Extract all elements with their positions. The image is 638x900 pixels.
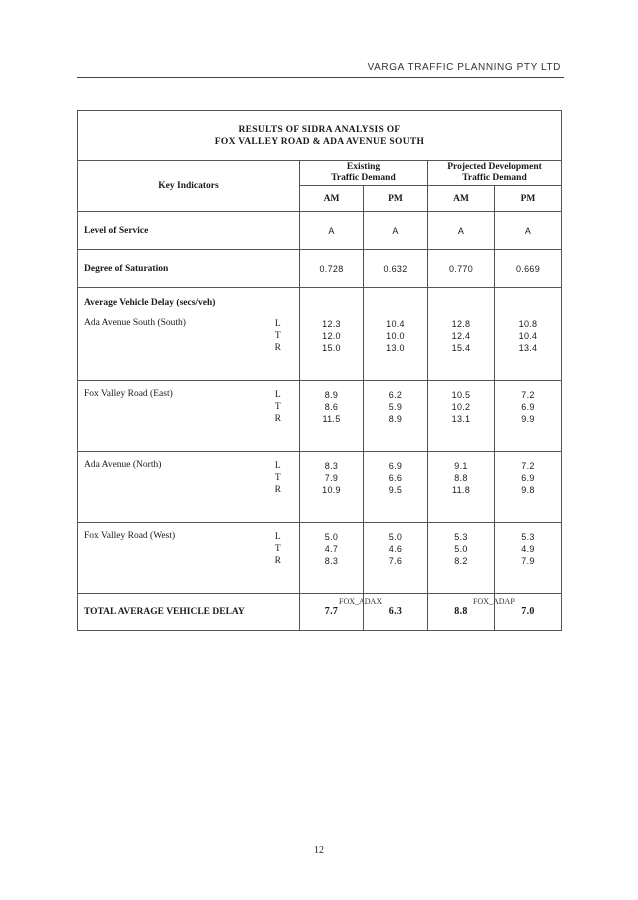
total-projected-pm: 7.0 [495,593,562,630]
delay-value: 5.3 [521,531,535,542]
movement-right: R [274,413,281,424]
movement-through: T [274,401,281,412]
period-existing-am: AM [300,186,364,212]
delay-value: 8.3 [324,460,339,471]
approach-name: Ada Avenue (North) [84,459,162,470]
delay-value: 8.8 [454,472,468,483]
delay-value: 10.4 [518,330,538,341]
delay-value: 12.8 [451,318,471,329]
delay-value: 6.9 [521,401,535,412]
delay-projected-pm [495,310,562,381]
movement-labels [275,531,281,567]
delay-value: 10.0 [386,330,405,341]
movement-labels [275,460,281,496]
table-cell [428,288,495,310]
delay-value: 8.2 [454,555,468,566]
projected-heading-line1: Projected Development [447,162,542,172]
total-existing-pm: 6.3 [364,593,428,630]
table-cell [364,288,428,310]
existing-model-code: FOX_ADAX [339,597,383,606]
delay-value: 10.2 [451,401,471,412]
delay-value: 11.8 [451,484,471,495]
movement-left: L [274,389,281,400]
dos-projected-pm: 0.669 [495,250,562,288]
delay-value: 10.5 [451,389,471,400]
delay-value: 6.6 [388,472,403,483]
delay-value: 8.9 [324,389,339,400]
existing-heading-line2: Traffic Demand [331,173,396,183]
key-indicators-heading: Key Indicators [78,161,300,212]
delay-value: 9.5 [388,484,403,495]
delay-existing-pm [364,451,428,522]
delay-value: 9.8 [521,484,535,495]
delay-existing-pm [364,380,428,451]
delay-value: 13.1 [451,413,471,424]
delay-existing-am [300,380,364,451]
total-projected-am: 8.8 [428,593,495,630]
delay-projected-am [428,380,495,451]
table-row [78,522,562,593]
movement-through: T [274,543,281,554]
delay-value: 13.0 [386,342,405,353]
delay-value: 10.4 [386,318,405,329]
table-row [78,380,562,451]
approach-fox-valley-east [78,380,300,451]
movement-right: R [274,342,281,353]
los-existing-am: A [300,212,364,250]
page-number: 12 [314,845,324,856]
delay-value: 9.9 [521,413,535,424]
approach-ada-south [78,310,300,381]
delay-existing-am [300,451,364,522]
table-cell [495,288,562,310]
movement-left: L [274,318,281,329]
delay-value: 4.7 [324,543,339,554]
table-row [78,250,562,288]
movement-labels [275,389,281,425]
approach-fox-valley-west [78,522,300,593]
total-delay-label: TOTAL AVERAGE VEHICLE DELAY [78,593,300,630]
movement-right: R [274,555,281,566]
table-row [78,310,562,381]
delay-value: 8.9 [388,413,403,424]
projected-heading-line2: Traffic Demand [462,173,527,183]
movement-labels [275,318,281,354]
existing-heading-line1: Existing [346,162,381,172]
period-projected-am: AM [428,186,495,212]
delay-value: 15.0 [322,342,341,353]
delay-value: 6.9 [521,472,535,483]
movement-through: T [274,472,281,483]
sidra-results-table [77,110,562,631]
table-title [78,111,562,161]
delay-value: 10.8 [518,318,538,329]
average-delay-label: Average Vehicle Delay (secs/veh) [78,288,300,310]
delay-projected-pm [495,522,562,593]
delay-value: 4.9 [521,543,535,554]
delay-value: 13.4 [518,342,538,353]
existing-group-heading [300,161,428,186]
approach-ada-north [78,451,300,522]
delay-projected-am [428,522,495,593]
table-cell [300,288,364,310]
delay-value: 8.3 [324,555,339,566]
movement-through: T [274,330,281,341]
delay-projected-am [428,451,495,522]
table-row [78,212,562,250]
dos-existing-am: 0.728 [300,250,364,288]
table-title-line2: FOX VALLEY ROAD & ADA AVENUE SOUTH [214,136,425,147]
delay-value: 12.4 [451,330,471,341]
delay-value: 7.6 [388,555,403,566]
movement-left: L [274,531,281,542]
projected-group-heading [428,161,562,186]
table-row [78,451,562,522]
delay-value: 7.9 [324,472,339,483]
period-projected-pm: PM [495,186,562,212]
delay-existing-am [300,522,364,593]
delay-value: 7.2 [521,460,535,471]
total-existing-am: 7.7 [300,593,364,630]
dos-existing-pm: 0.632 [364,250,428,288]
table-row [78,288,562,310]
delay-value: 7.2 [521,389,535,400]
movement-right: R [274,484,281,495]
delay-projected-pm [495,380,562,451]
los-existing-pm: A [364,212,428,250]
table-title-line1: RESULTS OF SIDRA ANALYSIS OF [238,124,401,135]
delay-value: 5.0 [388,531,403,542]
delay-value: 10.9 [322,484,341,495]
los-projected-pm: A [495,212,562,250]
period-existing-pm: PM [364,186,428,212]
dos-projected-am: 0.770 [428,250,495,288]
delay-existing-pm [364,522,428,593]
delay-value: 15.4 [451,342,471,353]
delay-value: 7.9 [521,555,535,566]
los-projected-am: A [428,212,495,250]
header-rule [77,77,564,78]
delay-value: 5.0 [454,543,468,554]
level-of-service-label: Level of Service [78,212,300,250]
degree-of-saturation-label: Degree of Saturation [78,250,300,288]
delay-existing-pm [364,310,428,381]
delay-value: 12.0 [322,330,341,341]
projected-model-code: FOX_ADAP [473,597,515,606]
delay-value: 12.3 [322,318,341,329]
approach-name: Ada Avenue South (South) [84,317,186,328]
delay-value: 6.9 [388,460,403,471]
delay-value: 8.6 [324,401,339,412]
delay-value: 5.9 [388,401,403,412]
delay-value: 6.2 [388,389,403,400]
delay-value: 4.6 [388,543,403,554]
delay-value: 5.0 [324,531,339,542]
delay-existing-am [300,310,364,381]
delay-value: 11.5 [322,413,341,424]
company-header: VARGA TRAFFIC PLANNING PTY LTD [367,62,561,73]
delay-value: 5.3 [454,531,468,542]
delay-projected-pm [495,451,562,522]
delay-projected-am [428,310,495,381]
approach-name: Fox Valley Road (West) [84,530,176,541]
delay-value: 9.1 [454,460,468,471]
movement-left: L [274,460,281,471]
approach-name: Fox Valley Road (East) [84,388,173,399]
